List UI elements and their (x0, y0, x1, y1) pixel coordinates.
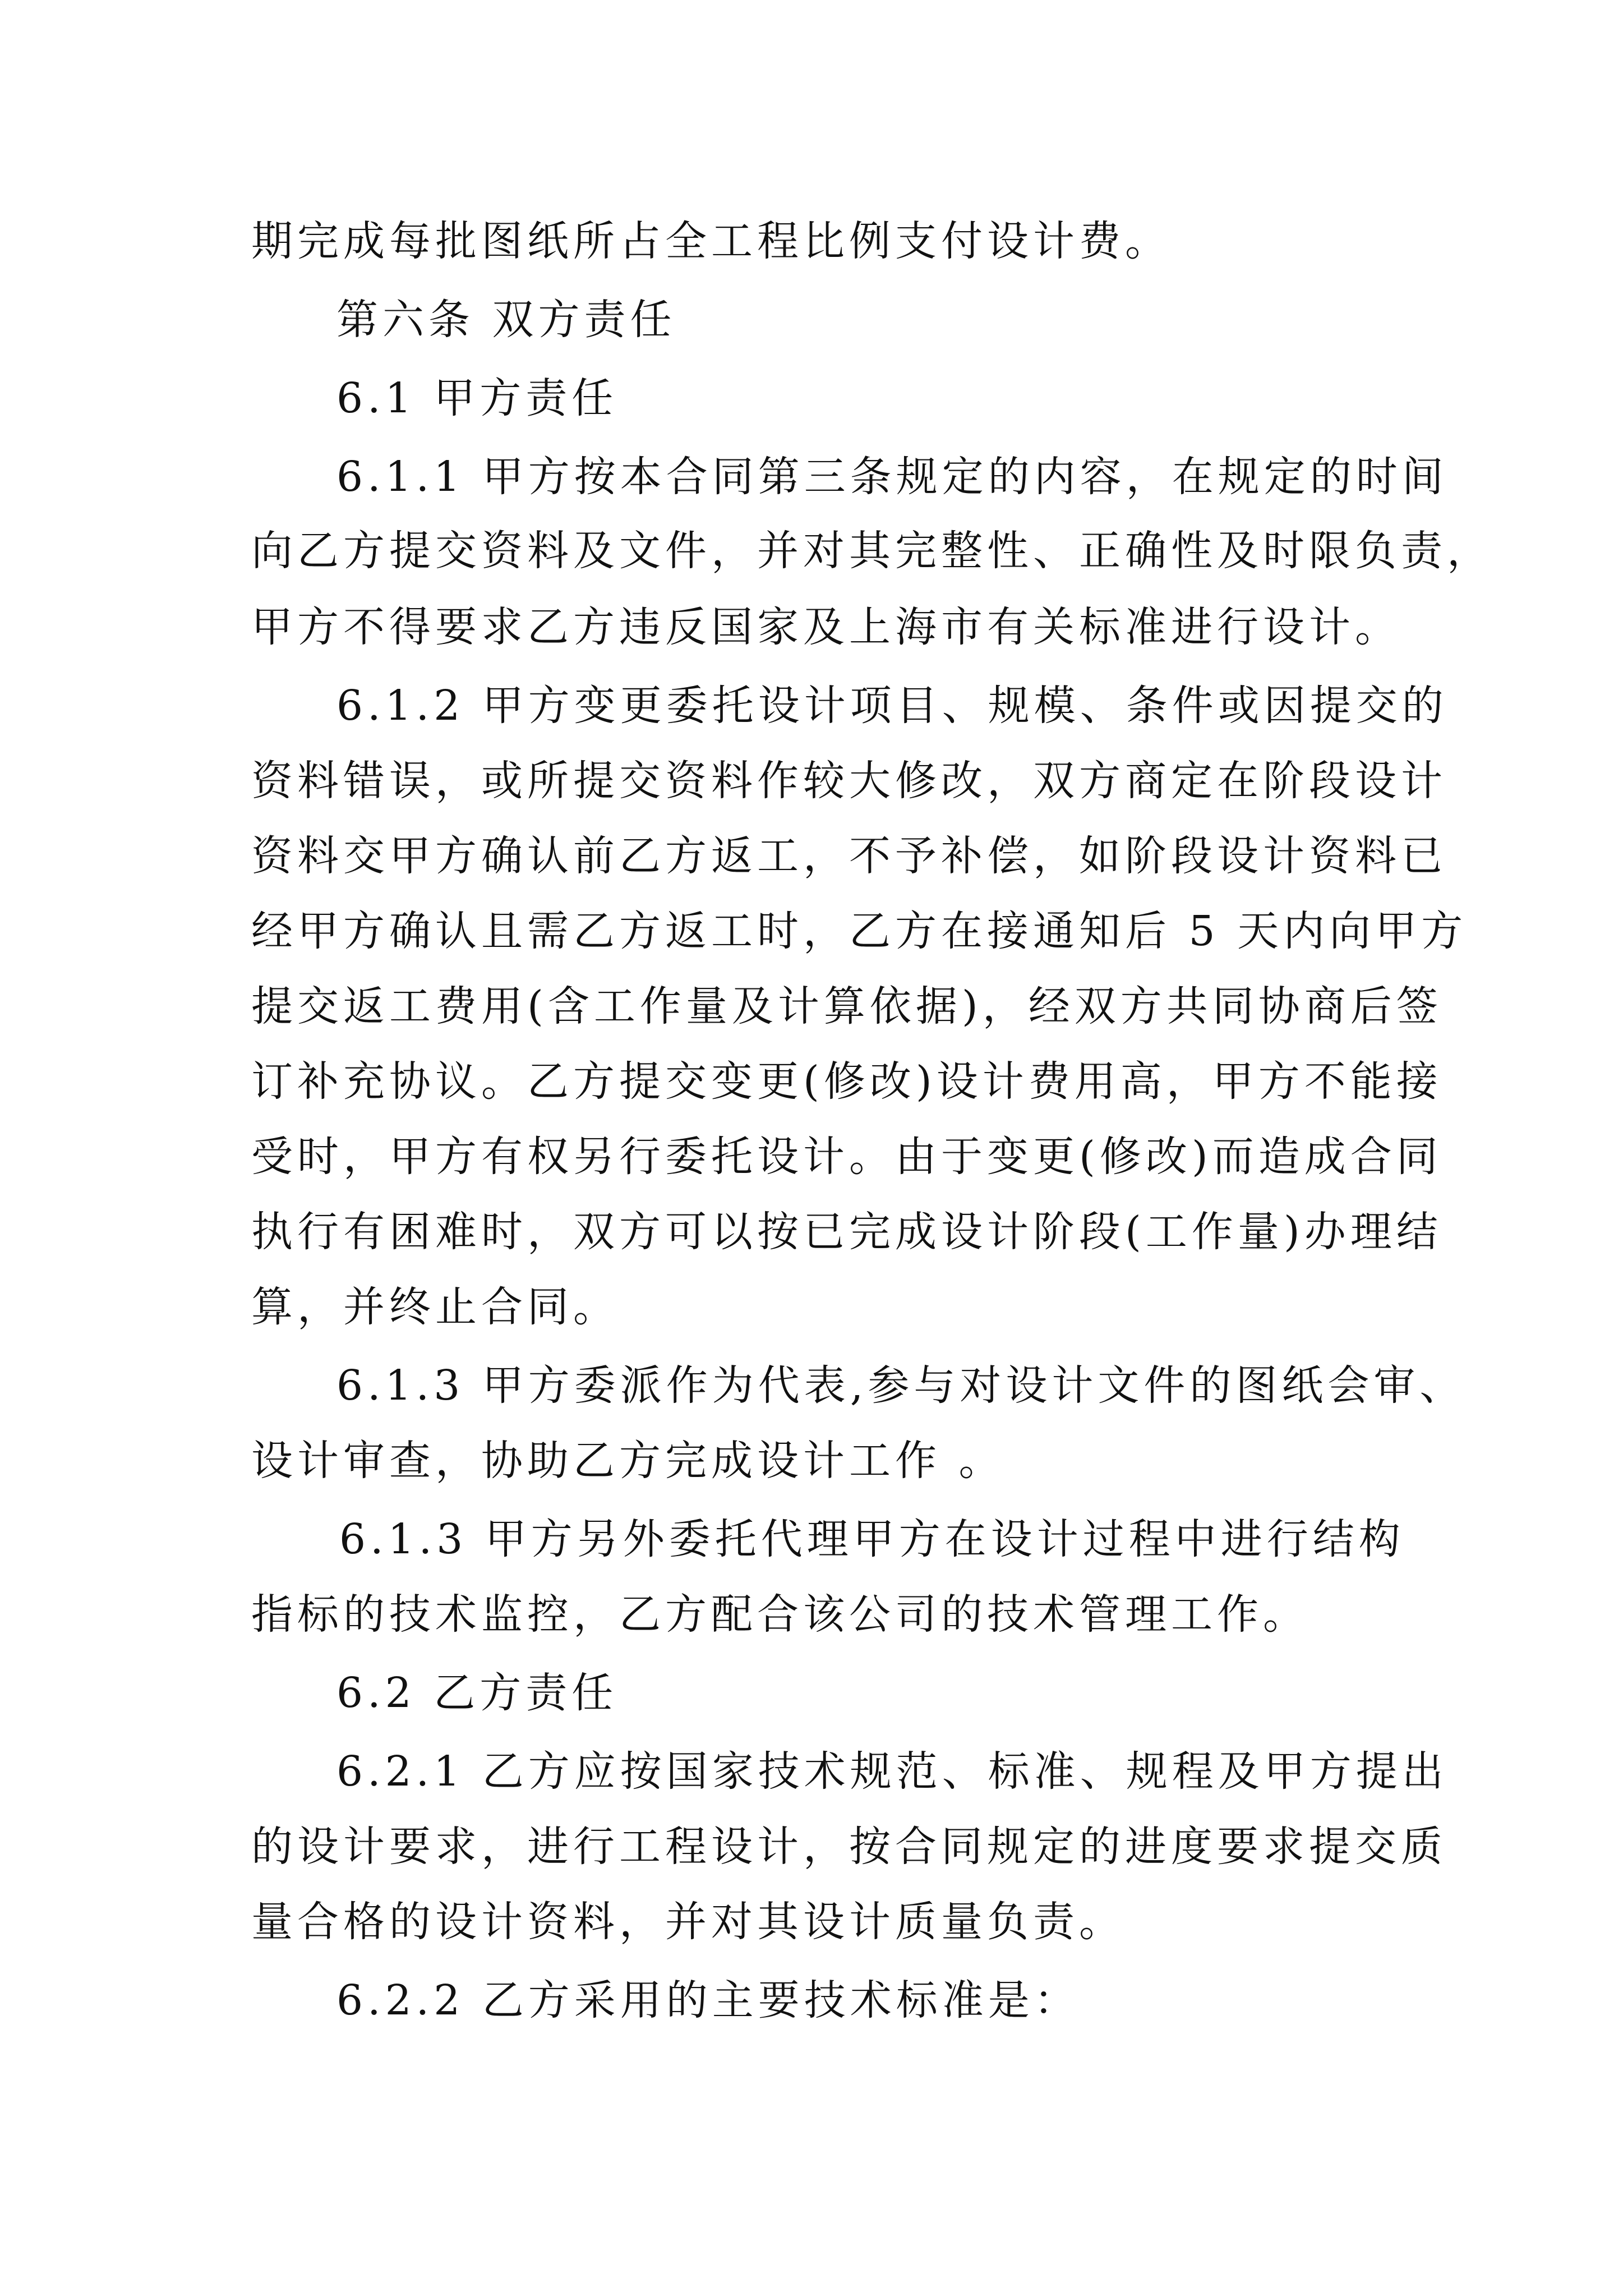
paragraph-line: 订补充协议。乙方提交变更(修改)设计费用高，甲方不能接 (251, 1057, 1442, 1106)
paragraph-line: 算，并终止合同。 (251, 1283, 619, 1331)
paragraph-line: 甲方不得要求乙方违反国家及上海市有关标准进行设计。 (251, 603, 1401, 651)
section-heading: 6.1 甲方责任 (336, 374, 618, 422)
paragraph-line: 6.2.2 乙方采用的主要技术标准是： (336, 1976, 1080, 2024)
paragraph-line: 6.1.2 甲方变更委托设计项目、规模、条件或因提交的 (336, 682, 1448, 730)
paragraph-line: 执行有困难时，双方可以按已完成设计阶段(工作量)办理结 (251, 1208, 1442, 1256)
section-heading: 6.2 乙方责任 (336, 1669, 618, 1717)
paragraph-line: 6.2.1 乙方应按国家技术规范、标准、规程及甲方提出 (336, 1747, 1448, 1796)
paragraph-line: 提交返工费用(含工作量及计算依据)，经双方共同协商后签 (251, 982, 1442, 1030)
paragraph-line: 6.1.1 甲方按本合同第三条规定的内容，在规定的时间 (336, 453, 1448, 501)
paragraph-line: 量合格的设计资料，并对其设计质量负责。 (251, 1898, 1125, 1946)
paragraph-line: 向乙方提交资料及文件，并对其完整性、正确性及时限负责， (251, 527, 1493, 575)
paragraph-line: 6.1.3 甲方委派作为代表,参与对设计文件的图纸会审、 (336, 1361, 1466, 1410)
paragraph-line: 6.1.3 甲方另外委托代理甲方在设计过程中进行结构 (339, 1515, 1405, 1563)
paragraph-line: 经甲方确认且需乙方返工时，乙方在接通知后 5 天内向甲方 (251, 907, 1468, 955)
paragraph-line: 指标的技术监控，乙方配合该公司的技术管理工作。 (251, 1590, 1309, 1639)
article-heading: 第六条 双方责任 (336, 296, 676, 344)
paragraph-line: 受时，甲方有权另行委托设计。由于变更(修改)而造成合同 (251, 1133, 1442, 1181)
paragraph-line: 资料错误，或所提交资料作较大修改，双方商定在阶段设计 (251, 757, 1447, 805)
paragraph-line: 资料交甲方确认前乙方返工，不予补偿，如阶段设计资料已 (251, 832, 1447, 880)
paragraph-line: 期完成每批图纸所占全工程比例支付设计费。 (251, 217, 1171, 265)
paragraph-line: 设计审查，协助乙方完成设计工作 。 (251, 1437, 1005, 1485)
paragraph-line: 的设计要求，进行工程设计，按合同规定的进度要求提交质 (251, 1823, 1447, 1871)
